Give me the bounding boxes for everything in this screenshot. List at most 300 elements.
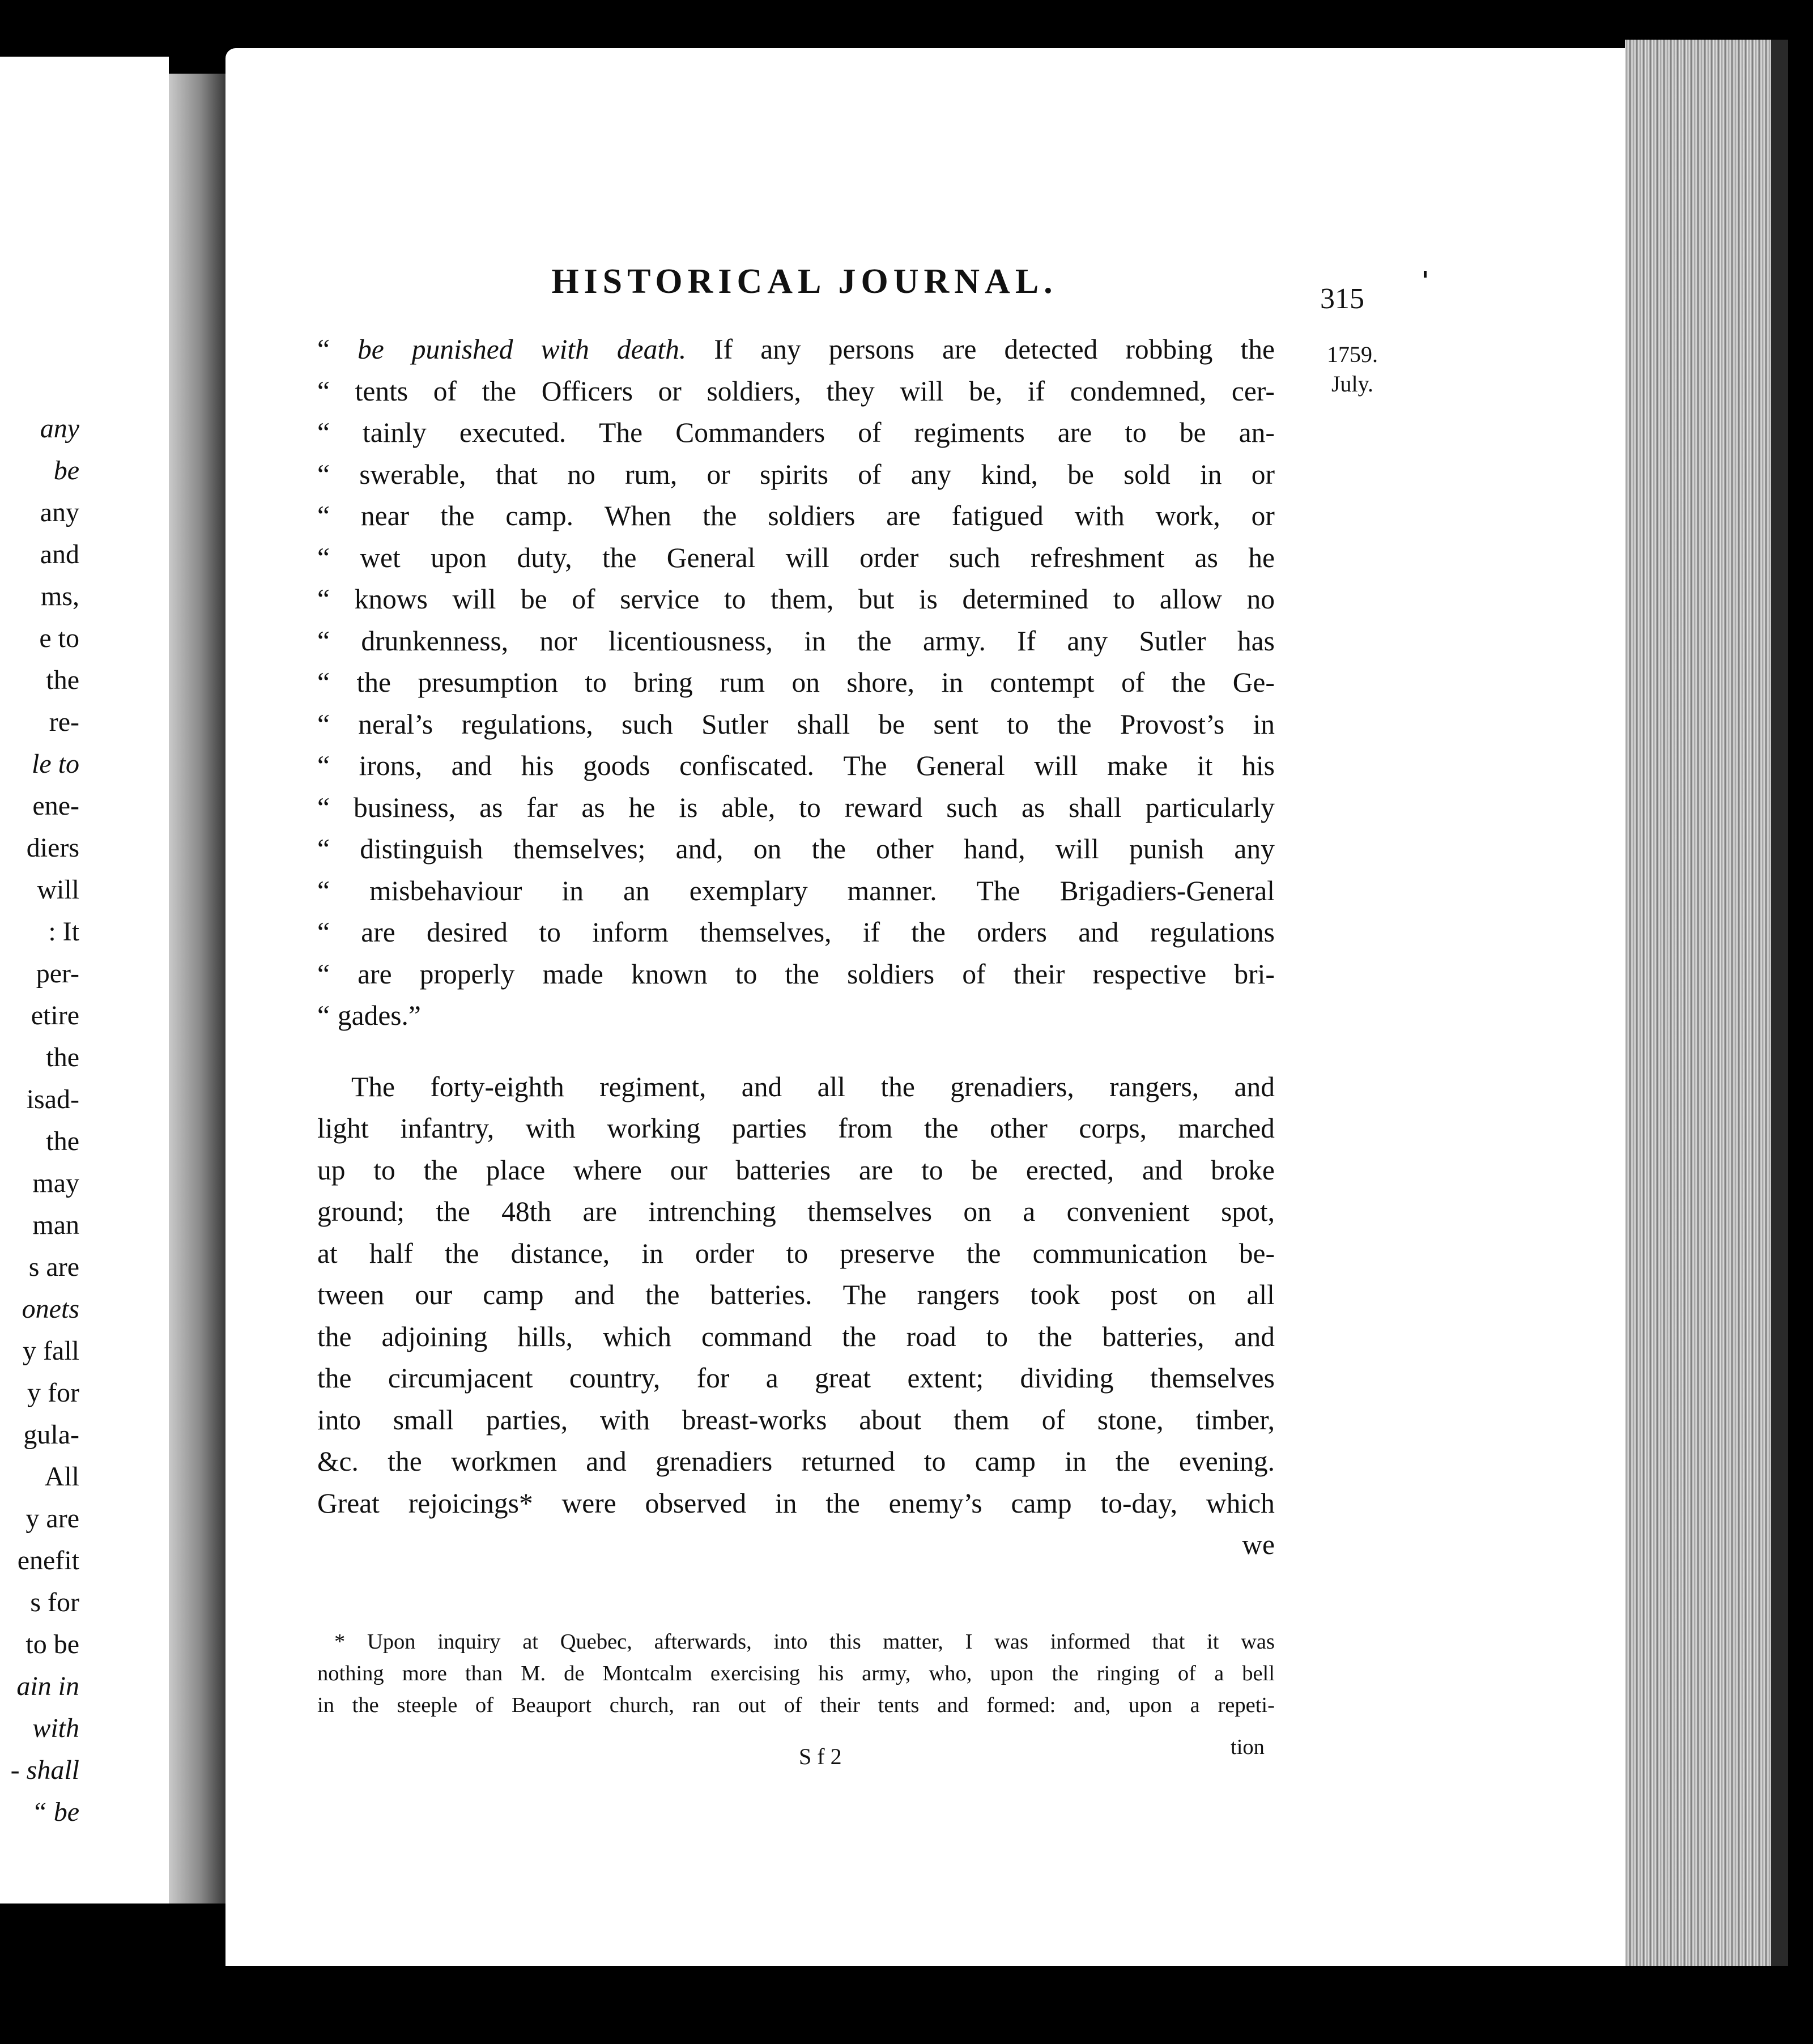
left-page-line: diers (26, 833, 79, 863)
word: “ (317, 917, 330, 948)
word: light (317, 1113, 369, 1144)
word: Brigadiers-General (1059, 875, 1275, 906)
word: for (696, 1362, 730, 1394)
word: will (452, 584, 496, 615)
word: parties, (486, 1404, 568, 1436)
word: will (1034, 750, 1078, 781)
footnote (317, 1626, 1275, 1721)
left-page-line: enefit (17, 1545, 79, 1575)
word: bring (633, 667, 693, 698)
word: corps, (1079, 1113, 1147, 1144)
text-line (317, 1441, 1275, 1483)
text-line (317, 1658, 1275, 1689)
text-line (317, 620, 1275, 662)
word: shall (797, 708, 850, 740)
word: “ (317, 334, 330, 365)
word: the (1052, 1662, 1079, 1685)
left-page-line: le to (32, 749, 79, 779)
word: exercising (710, 1662, 801, 1685)
text-line (317, 329, 1275, 371)
text-line (317, 1149, 1275, 1191)
word: Great (317, 1487, 380, 1519)
word: repeti- (1218, 1693, 1275, 1717)
text-line (317, 412, 1275, 454)
word: distinguish (360, 833, 483, 865)
word: themselves, (700, 917, 832, 948)
word: his (521, 750, 554, 781)
left-page-line: the (46, 665, 79, 695)
word: were (561, 1487, 616, 1519)
book-gutter (169, 74, 225, 1904)
word: and (937, 1693, 969, 1717)
word: “ (317, 958, 330, 990)
word: the (440, 500, 475, 531)
word: refreshment (1030, 542, 1165, 573)
word: be (1179, 417, 1206, 448)
word: in (775, 1487, 797, 1519)
catchword: we (1242, 1529, 1275, 1560)
word: them, (771, 584, 834, 615)
word: Quebec, (560, 1630, 632, 1654)
word: to (539, 917, 561, 948)
word: soldiers (768, 500, 856, 531)
word: nothing (317, 1662, 384, 1685)
word: it (1197, 750, 1213, 781)
word: where (573, 1154, 642, 1186)
word: robbing (1125, 334, 1213, 365)
word: erected, (1025, 1154, 1114, 1186)
word: rangers (917, 1279, 1000, 1310)
word: if (1027, 375, 1045, 407)
word: no (1246, 584, 1275, 615)
word: other (876, 833, 934, 865)
word: the (444, 1237, 479, 1269)
word: are (886, 500, 921, 531)
word: to (921, 1154, 943, 1186)
word: extent; (907, 1362, 984, 1394)
word: work, (1155, 500, 1220, 531)
word: afterwards, (654, 1630, 752, 1654)
word: “ (317, 584, 330, 615)
word: any (910, 458, 952, 490)
word: the (436, 1196, 470, 1227)
word: in (1253, 708, 1275, 740)
body-text (317, 329, 1275, 1566)
word: the (825, 1487, 860, 1519)
word: “ (317, 667, 330, 698)
left-page-text (0, 408, 79, 1833)
word: bell (1242, 1662, 1275, 1685)
word: more (402, 1662, 447, 1685)
word: about (859, 1404, 922, 1436)
word: The (843, 750, 887, 781)
word: ground; (317, 1196, 405, 1227)
word: condemned, (1070, 375, 1207, 407)
word: to (799, 791, 821, 823)
word: “ (317, 791, 330, 823)
word: from (838, 1113, 893, 1144)
word: Provost’s (1120, 708, 1225, 740)
word: If (714, 334, 733, 365)
word: be (971, 1154, 998, 1186)
word: took (1030, 1279, 1080, 1310)
word: is (918, 584, 938, 615)
word: which (603, 1321, 672, 1352)
word: presumption (418, 667, 558, 698)
margin-year: 1759. (1327, 342, 1378, 367)
word: spot, (1221, 1196, 1275, 1227)
word: but (858, 584, 895, 615)
left-page-line: ene- (32, 791, 79, 821)
word: or (658, 375, 682, 407)
word: ringing (1096, 1662, 1160, 1685)
word: any (760, 334, 801, 365)
word: camp (1011, 1487, 1072, 1519)
word: the (645, 1279, 680, 1310)
word: steeple (397, 1693, 458, 1717)
left-page-line: e to (39, 623, 79, 653)
word: no (567, 458, 595, 490)
word: properly (419, 958, 515, 990)
word: cer- (1231, 375, 1275, 407)
word: and (741, 1071, 782, 1102)
word: the (317, 1321, 352, 1352)
word: punish (1129, 833, 1205, 865)
word: “ (317, 708, 330, 740)
text-line (317, 537, 1275, 579)
word: army, (862, 1662, 911, 1685)
word: all (817, 1071, 846, 1102)
word: such (946, 791, 998, 823)
left-page-line: isad- (26, 1084, 79, 1114)
word: reward (844, 791, 923, 823)
word: Ge- (1232, 667, 1275, 698)
word: are (858, 1154, 893, 1186)
text-line (317, 371, 1275, 412)
word: nor (539, 625, 577, 657)
word: the (602, 542, 637, 573)
word: the (317, 1362, 352, 1394)
word: be (521, 584, 547, 615)
word: fatigued (951, 500, 1044, 531)
word: grenadiers, (950, 1071, 1074, 1102)
word: on (791, 667, 820, 698)
word: 48th (501, 1196, 552, 1227)
word: and (1234, 1071, 1275, 1102)
word: in (941, 667, 963, 698)
word: be (358, 334, 384, 365)
left-page-line: - shall (10, 1755, 79, 1785)
word: irons, (359, 750, 422, 781)
word: tents (355, 375, 408, 407)
word: a (765, 1362, 778, 1394)
word: determined (962, 584, 1089, 615)
journal-paragraph (317, 1066, 1275, 1525)
word: spirits (759, 458, 828, 490)
word: inform (592, 917, 669, 948)
word: General (666, 542, 756, 573)
text-line (317, 1483, 1275, 1525)
word: forty-eighth (430, 1071, 564, 1102)
text-line (317, 1274, 1275, 1316)
word: small (393, 1404, 454, 1436)
word: grenadiers (656, 1446, 773, 1477)
left-page-line: y fall (23, 1336, 79, 1366)
word: If (1017, 625, 1036, 657)
word: executed. (459, 417, 567, 448)
word: his (1242, 750, 1275, 781)
word: their (820, 1693, 860, 1717)
word: kind, (981, 458, 1038, 490)
word: convenient (1066, 1196, 1190, 1227)
word: themselves; (513, 833, 646, 865)
left-page-line: y are (25, 1504, 79, 1534)
text-line (317, 1689, 1275, 1721)
word: camp. (505, 500, 573, 531)
word: be- (1239, 1237, 1275, 1269)
word: confiscated. (679, 750, 814, 781)
margin-date (1316, 340, 1389, 399)
text-line (317, 1066, 1275, 1108)
word: of (1121, 667, 1145, 698)
word: the (1240, 334, 1275, 365)
running-head: HISTORICAL JOURNAL. (551, 262, 1058, 301)
left-page-line: will (37, 875, 79, 905)
word: informed (1050, 1630, 1130, 1654)
word: themselves (807, 1196, 933, 1227)
left-page-line: : It (48, 917, 79, 947)
word: of (962, 958, 986, 990)
left-page-line: “ be (32, 1797, 79, 1827)
word: rum (720, 667, 765, 698)
left-page-line: with (32, 1713, 79, 1743)
word: manner. (847, 875, 937, 906)
word: with (1074, 500, 1125, 531)
word: the (880, 1071, 915, 1102)
word: the (1171, 667, 1206, 698)
word: the (1038, 1321, 1073, 1352)
page-number: 315 (1320, 283, 1364, 315)
word: of (858, 417, 882, 448)
word: with (541, 334, 589, 365)
page-edge-shadow (1771, 40, 1788, 1966)
word: The (976, 875, 1020, 906)
word: tents (878, 1693, 920, 1717)
word: the (857, 625, 892, 657)
word: great (815, 1362, 871, 1394)
word: batteries. (710, 1279, 812, 1310)
word: hills, (517, 1321, 573, 1352)
word: on (1188, 1279, 1216, 1310)
word: working (607, 1113, 701, 1144)
word: exemplary (689, 875, 808, 906)
word: was (994, 1630, 1028, 1654)
footnote-catchword: tion (1231, 1735, 1265, 1759)
word: is (679, 791, 698, 823)
word: the (785, 958, 820, 990)
left-page-line: ms, (40, 581, 79, 611)
word: circumjacent (388, 1362, 533, 1394)
word: any (1067, 625, 1108, 657)
word: if (862, 917, 880, 948)
word: matter, (883, 1630, 943, 1654)
word: * (334, 1630, 346, 1654)
word: other (990, 1113, 1048, 1144)
word: made (542, 958, 603, 990)
word: will (1055, 833, 1099, 865)
word: “ (317, 375, 330, 407)
text-line (317, 1357, 1275, 1399)
word: camp (974, 1446, 1036, 1477)
left-page-line: re- (49, 707, 79, 737)
word: the (1116, 1446, 1150, 1477)
word: command (701, 1321, 812, 1352)
word: are (1057, 417, 1092, 448)
word: that (1152, 1630, 1185, 1654)
word: this (829, 1630, 861, 1654)
word: their (1013, 958, 1065, 990)
word: are (942, 334, 977, 365)
word: “ (317, 458, 330, 490)
word: goods (583, 750, 650, 781)
left-page-line: any (40, 414, 79, 444)
word: a (1214, 1662, 1224, 1685)
word: it (1207, 1630, 1219, 1654)
word: returned (801, 1446, 895, 1477)
word: respective (1092, 958, 1207, 990)
word: as (1021, 791, 1045, 823)
word: of (784, 1693, 802, 1717)
word: in (1065, 1446, 1087, 1477)
word: shore, (846, 667, 914, 698)
word: place (486, 1154, 546, 1186)
word: to (1007, 708, 1029, 740)
word: of (572, 584, 595, 615)
left-page-line: man (32, 1210, 79, 1240)
word: preserve (840, 1237, 935, 1269)
left-page-line: ain in (16, 1671, 79, 1701)
text-line (317, 1316, 1275, 1358)
word: adjoining (381, 1321, 488, 1352)
word: and (574, 1279, 615, 1310)
word: themselves (1150, 1362, 1275, 1394)
left-page-line: be (53, 455, 79, 486)
word: they (826, 375, 875, 407)
text-line (317, 1626, 1275, 1658)
left-page-line: and (40, 539, 79, 569)
word: persons (828, 334, 915, 365)
word: to (786, 1237, 808, 1269)
word: be (1067, 458, 1094, 490)
word: of (433, 375, 457, 407)
word: batteries (735, 1154, 831, 1186)
word: are (358, 958, 392, 990)
word: into (773, 1630, 808, 1654)
word: an (623, 875, 650, 906)
word: Upon (367, 1630, 416, 1654)
word: “ (317, 542, 330, 573)
word: and (451, 750, 492, 781)
word: soldiers (847, 958, 935, 990)
word: or (707, 458, 730, 490)
word: of (1177, 1662, 1196, 1685)
word: to-day, (1100, 1487, 1178, 1519)
word: he (628, 791, 656, 823)
word: allow (1159, 584, 1222, 615)
word: be, (969, 375, 1003, 407)
word: on (753, 833, 782, 865)
word: are (361, 917, 395, 948)
word: Commanders (675, 417, 825, 448)
word: able, (721, 791, 776, 823)
word: rejoicings* (408, 1487, 533, 1519)
word: in (1199, 458, 1222, 490)
word: sent (933, 708, 979, 740)
word: to (585, 667, 607, 698)
word: and, (675, 833, 724, 865)
word: upon (431, 542, 487, 573)
word: to (724, 584, 746, 615)
word: &c. (317, 1446, 359, 1477)
word: the (842, 1321, 876, 1352)
left-page-line: gula- (23, 1420, 79, 1450)
word: will (900, 375, 944, 407)
word: the (388, 1446, 422, 1477)
word: swerable, (359, 458, 466, 490)
word: “ (317, 500, 330, 531)
word: “ (317, 875, 330, 906)
text-line (317, 828, 1275, 870)
word: punished (411, 334, 513, 365)
left-page-line: y for (27, 1378, 79, 1408)
word: was (1241, 1630, 1275, 1654)
word: than (465, 1662, 503, 1685)
word: them (953, 1404, 1010, 1436)
text-line (317, 912, 1275, 953)
text-line (317, 662, 1275, 704)
word: to (1113, 584, 1135, 615)
word: in (317, 1693, 334, 1717)
word: as (581, 791, 605, 823)
word: order (859, 542, 919, 573)
word: of (858, 458, 882, 490)
word: Sutler (701, 708, 769, 740)
word: de (564, 1662, 585, 1685)
word: has (1237, 625, 1275, 657)
word: M. (521, 1662, 546, 1685)
word: formed: (986, 1693, 1056, 1717)
word: in (804, 625, 826, 657)
word: orders (977, 917, 1047, 948)
word: regiments (914, 417, 1025, 448)
word: The (842, 1279, 887, 1310)
word: which (1206, 1487, 1275, 1519)
word: regulations, (461, 708, 593, 740)
word: and (586, 1446, 627, 1477)
word: “ (317, 417, 330, 448)
text-line (317, 578, 1275, 620)
word: near (360, 500, 410, 531)
word: batteries, (1102, 1321, 1205, 1352)
word: licentiousness, (608, 625, 773, 657)
word: to (986, 1321, 1008, 1352)
word: he (1248, 542, 1275, 573)
text-line (317, 1191, 1275, 1233)
word: in (561, 875, 584, 906)
word: death. (616, 334, 687, 365)
word: wet (360, 542, 401, 573)
left-page-line: etire (31, 1000, 79, 1030)
